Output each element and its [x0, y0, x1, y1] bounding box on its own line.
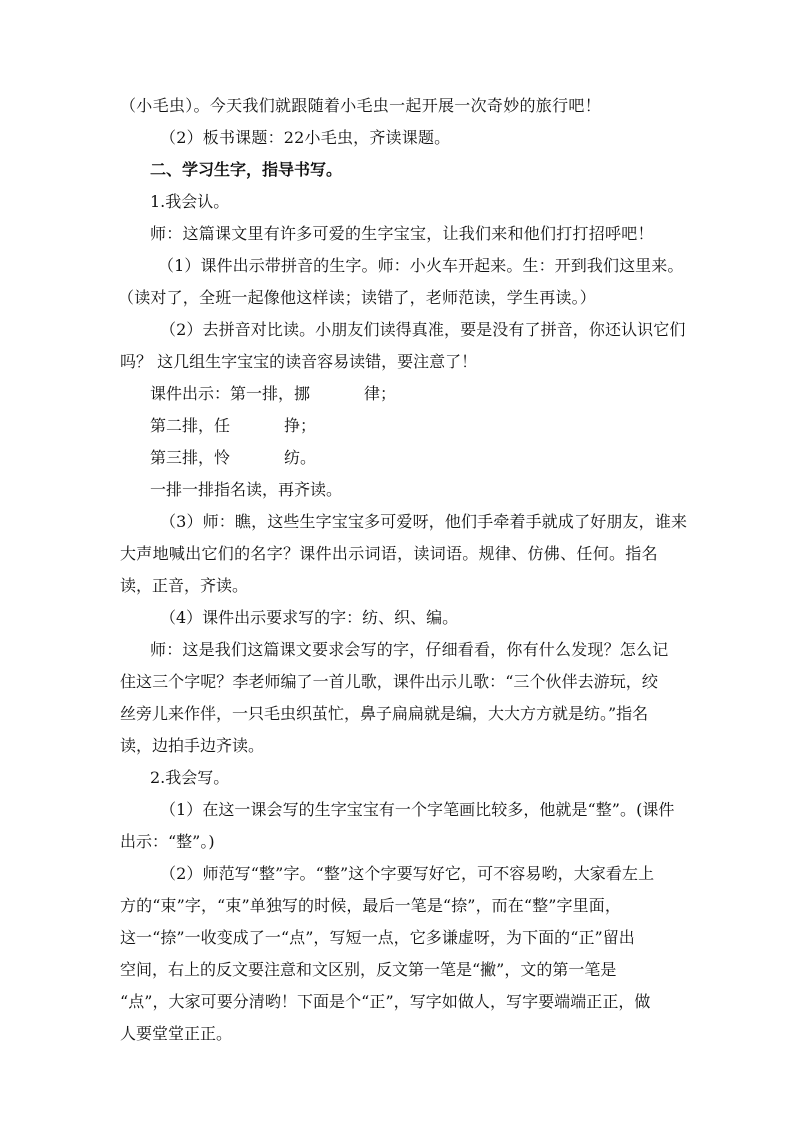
paired-char-row — [150, 384, 396, 404]
paragraph-line: （1）在这一课会写的生字宝宝有一个字笔画比较多，他就是“整”。(课件 — [160, 800, 675, 819]
paragraph-line: （3）师：瞧，这些生字宝宝多可爱呀，他们手牵着手就成了好朋友，谁来 — [160, 512, 688, 531]
paragraph-line: 方的“束”字，“束”单独写的时候，最后一笔是“捺”，而在“整”字里面， — [120, 896, 621, 915]
paragraph-line: 读，正音，齐读。 — [120, 576, 249, 595]
paragraph-line: 一排一排指名读，再齐读。 — [150, 480, 343, 499]
paired-char-row — [150, 416, 316, 436]
row-char: 挣； — [284, 416, 317, 435]
row-label: 第三排，怜 — [150, 448, 231, 467]
paragraph-line: 丝旁儿来作伴，一只毛虫织茧忙，鼻子扁扁就是编，大大方方就是纺。”指名 — [120, 704, 649, 723]
row-char: 律； — [364, 384, 397, 403]
paragraph-line: （4）课件出示要求写的字：纺、织、编。 — [160, 608, 459, 627]
subsection-heading: 2.我会写。 — [150, 768, 230, 787]
paragraph-line: 这一“捺”一收变成了一“点”，写短一点，它多谦虚呀，为下面的“正”留出 — [120, 928, 635, 947]
paragraph-line: （2）去拼音对比读。小朋友们读得真准，要是没有了拼音，你还认识它们 — [160, 320, 686, 339]
section-heading: 二、学习生字，指导书写。 — [150, 160, 343, 179]
paragraph-line: 读，边拍手边齐读。 — [120, 736, 265, 755]
subsection-heading: 1.我会认。 — [150, 192, 230, 211]
row-label: 第二排，任 — [150, 416, 231, 435]
paragraph-line: 出示：“整”。) — [120, 832, 215, 851]
paragraph-line: （读对了，全班一起像他这样读；读错了，老师范读，学生再读。） — [118, 288, 597, 307]
paragraph-line: “点”，大家可要分清哟！下面是个“正”，写字如做人，写字要端端正正，做 — [120, 992, 651, 1011]
paragraph-line: 师：这是我们这篇课文要求会写的字，仔细看看，你有什么发现？怎么记 — [150, 640, 669, 659]
row-char: 纺。 — [284, 448, 317, 467]
paired-char-row — [150, 448, 316, 468]
paragraph-line: （2）板书课题：22小毛虫，齐读课题。 — [160, 128, 451, 147]
paragraph-line: 师：这篇课文里有许多可爱的生字宝宝，让我们来和他们打打招呼吧！ — [150, 224, 654, 243]
paragraph-line: （1）课件出示带拼音的生字。师：小火车开起来。生：开到我们这里来。 — [158, 256, 684, 275]
paragraph-line: 人要堂堂正正。 — [120, 1024, 233, 1043]
paragraph-line: （2）师范写“整”字。“整”这个字要写好它，可不容易哟，大家看左上 — [160, 864, 655, 883]
paragraph-line: 大声地喊出它们的名字？课件出示词语，读词语。规律、仿佛、任何。指名 — [120, 544, 658, 563]
paragraph-line: （小毛虫）。今天我们就跟随着小毛虫一起开展一次奇妙的旅行吧！ — [120, 96, 602, 115]
row-label: 课件出示：第一排，挪 — [150, 384, 311, 403]
paragraph-line: 住这三个字呢？李老师编了一首儿歌，课件出示儿歌：“三个伙伴去游玩，绞 — [120, 672, 658, 691]
paragraph-line: 空间，右上的反文要注意和文区别，反文第一笔是“撇”，文的第一笔是 — [120, 960, 617, 979]
paragraph-line: 吗？ 这几组生字宝宝的读音容易读错，要注意了！ — [120, 352, 478, 371]
